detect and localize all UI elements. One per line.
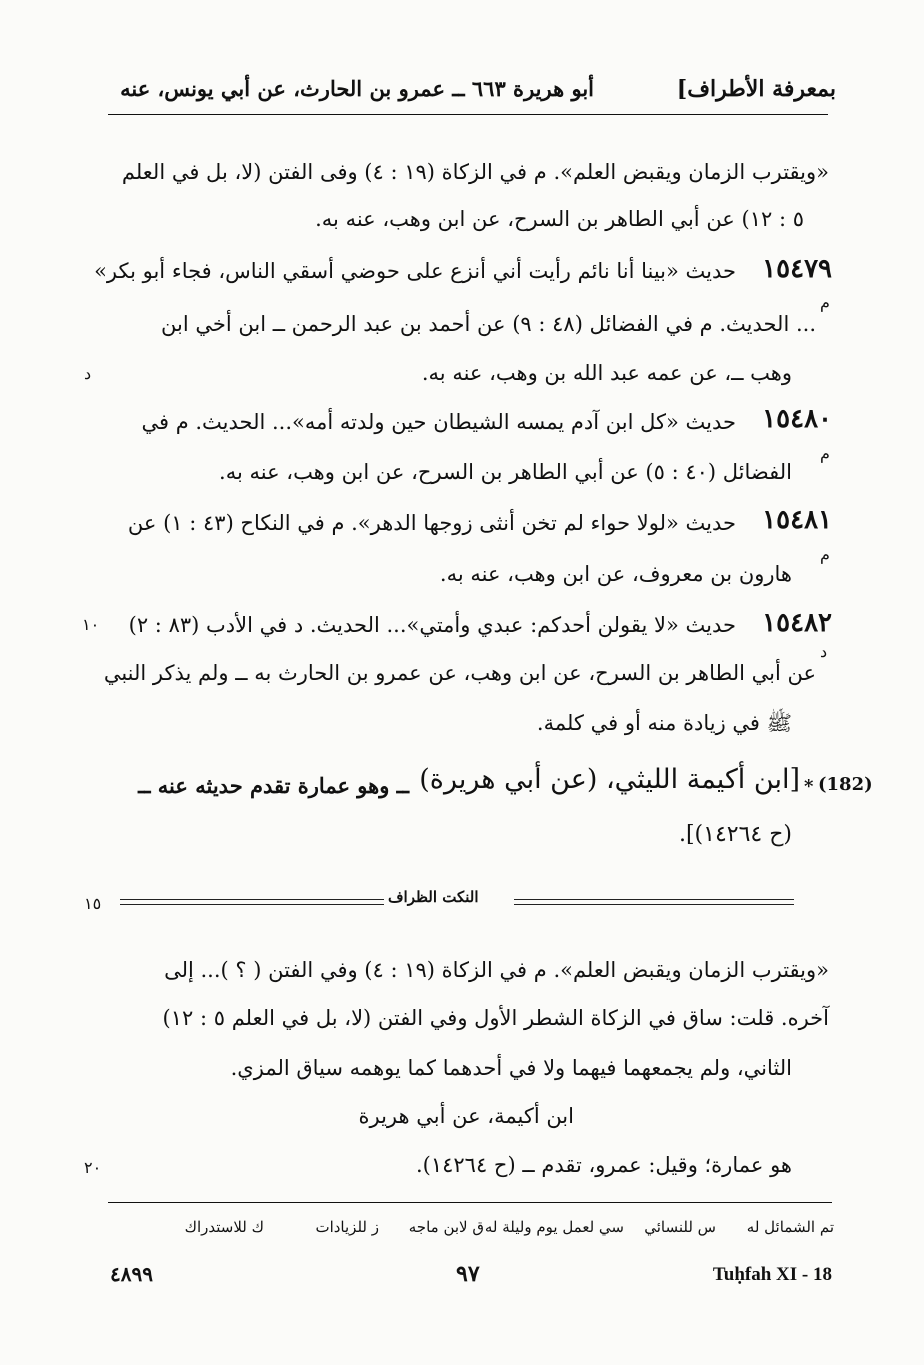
- body-line: وهب ــ، عن عمه عبد الله بن وهب، عنه به.: [421, 361, 792, 385]
- header-rule: [108, 114, 828, 115]
- entry-number: ١٥٤٨٢: [762, 608, 832, 638]
- body-line: حديث «بينا أنا نائم رأيت أني أنزع على حوضي أسقي الناس، فجاء أبو بكر»: [94, 259, 736, 283]
- running-title: Tuḥfah XI - 18: [712, 1264, 832, 1285]
- body-line: عن أبي الطاهر بن السرح، عن ابن وهب، عن عمرو بن الحارث به ــ ولم يذكر النبي: [103, 661, 816, 685]
- entry-number: ١٥٤٧٩: [762, 254, 832, 284]
- nukat-line: هو عمارة؛ وقيل: عمرو، تقدم ــ (ح ١٤٢٦٤).: [415, 1153, 792, 1177]
- body-line: ... الحديث. م في الفضائل (٤٨ : ٩) عن أحمد بن عبد الرحمن ــ ابن أخي ابن: [161, 312, 816, 336]
- legend-item: سي لعمل يوم وليلة له: [484, 1218, 624, 1236]
- nukat-subheading: ابن أكيمة، عن أبي هريرة: [358, 1104, 574, 1128]
- line-number: ١٥: [84, 894, 102, 913]
- body-line: ــ وهو عمارة تقدم حديثه عنه ــ: [138, 773, 409, 798]
- legend-item: تم الشمائل له: [746, 1218, 834, 1236]
- line-number: ١٠: [82, 615, 100, 634]
- footer-rule: [108, 1202, 832, 1203]
- section-number: (182): [818, 774, 873, 795]
- legend-item: ق لابن ماجه: [408, 1218, 484, 1236]
- body-line: حديث «كل ابن آدم يمسه الشيطان حين ولدته أمه»... الحديث. م في: [141, 410, 736, 434]
- margin-symbol: د: [84, 364, 92, 383]
- divider-left: [120, 899, 384, 905]
- body-line: الفضائل (٤٠ : ٥) عن أبي الطاهر بن السرح، عن ابن وهب، عنه به.: [219, 460, 792, 484]
- legend-item: س للنسائي: [644, 1218, 716, 1236]
- body-line: «ويقترب الزمان ويقبض العلم». م في الزكاة (١٩ : ٤) وفى الفتن (لا، بل في العلم: [121, 160, 829, 184]
- body-line: (ح ١٤٢٦٤)].: [678, 822, 792, 847]
- nukat-line: الثاني، ولم يجمعهما فيهما ولا في أحدهما كما يوهمه سياق المزي.: [230, 1056, 792, 1080]
- body-line: حديث «لولا حواء لم تخن أنثى زوجها الدهر». م في النكاح (٤٣ : ١) عن: [127, 511, 736, 535]
- divider-label: النكت الظراف: [388, 888, 479, 906]
- legend-item: ك للاستدراك: [184, 1218, 264, 1236]
- margin-symbol: م: [820, 545, 830, 564]
- margin-symbol: م: [820, 444, 830, 463]
- body-line: ٥ : ١٢) عن أبي الطاهر بن السرح، عن ابن وهب، عنه به.: [315, 207, 804, 231]
- body-line: ﷺ في زيادة منه أو في كلمة.: [536, 711, 792, 735]
- header-right: بمعرفة الأطراف]: [676, 76, 836, 102]
- body-line: هارون بن معروف، عن ابن وهب، عنه به.: [439, 562, 792, 586]
- nukat-line: «ويقترب الزمان ويقبض العلم». م في الزكاة (١٩ : ٤) وفي الفتن ( ؟ )... إلى: [164, 958, 829, 982]
- nukat-line: آخره. قلت: ساق في الزكاة الشطر الأول وفي الفتن (لا، بل في العلم ٥ : ١٢): [162, 1006, 829, 1030]
- margin-symbol: م: [820, 293, 830, 312]
- sequence-number: ٤٨٩٩: [110, 1262, 153, 1286]
- section-heading: [ابن أكيمة الليثي، (عن أبي هريرة): [419, 764, 800, 795]
- page-number: ٩٧: [456, 1261, 480, 1287]
- divider-right: [514, 899, 794, 905]
- star-marker: *: [804, 776, 814, 797]
- line-number: ٢٠: [84, 1158, 102, 1177]
- header-center: أبو هريرة ٦٦٣ ــ عمرو بن الحارث، عن أبي يونس، عنه: [120, 76, 594, 101]
- body-line: حديث «لا يقولن أحدكم: عبدي وأمتي»... الحديث. د في الأدب (٨٣ : ٢): [128, 613, 736, 637]
- entry-number: ١٥٤٨١: [762, 505, 832, 535]
- margin-symbol: د: [820, 642, 828, 661]
- legend-item: ز للزيادات: [315, 1218, 379, 1236]
- entry-number: ١٥٤٨٠: [762, 404, 832, 434]
